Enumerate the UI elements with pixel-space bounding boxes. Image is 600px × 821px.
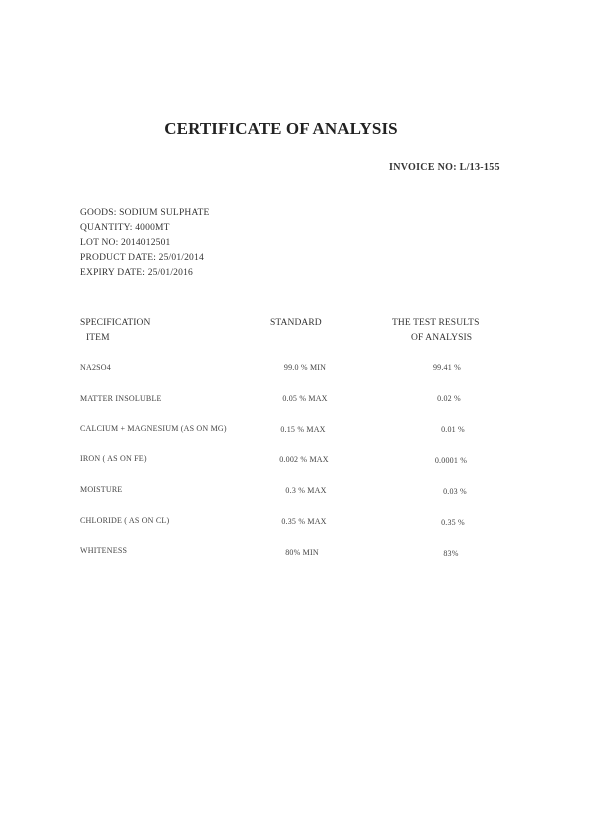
row-item: CHLORIDE ( AS ON CL) bbox=[80, 516, 170, 525]
invoice-number: INVOICE NO: L/13-155 bbox=[389, 162, 500, 173]
row-result: 99.41 % bbox=[432, 363, 462, 372]
row-standard: 99.0 % MIN bbox=[283, 363, 327, 372]
header-item: ITEM bbox=[86, 333, 110, 343]
goods-info bbox=[80, 206, 210, 281]
row-standard: 0.002 % MAX bbox=[279, 455, 329, 464]
header-test-results: THE TEST RESULTS bbox=[392, 318, 480, 328]
row-item: NA2SO4 bbox=[80, 363, 111, 372]
row-result: 0.03 % bbox=[443, 487, 467, 496]
row-result: 0.0001 % bbox=[434, 456, 468, 465]
header-standard: STANDARD bbox=[270, 318, 322, 328]
row-standard: 0.3 % MAX bbox=[285, 486, 327, 495]
document-title: CERTIFICATE OF ANALYSIS bbox=[164, 119, 398, 138]
expiry-date-line: EXPIRY DATE: 25/01/2016 bbox=[80, 268, 193, 278]
row-standard: 80% MIN bbox=[285, 548, 319, 557]
row-item: WHITENESS bbox=[80, 546, 128, 555]
row-item: MATTER INSOLUBLE bbox=[80, 394, 162, 403]
row-item: MOISTURE bbox=[80, 485, 123, 494]
row-result: 83% bbox=[443, 549, 459, 558]
row-standard: 0.05 % MAX bbox=[282, 394, 328, 403]
product-date-line: PRODUCT DATE: 25/01/2014 bbox=[80, 253, 204, 263]
row-standard: 0.35 % MAX bbox=[281, 517, 327, 526]
row-result: 0.35 % bbox=[441, 518, 465, 527]
header-of-analysis: OF ANALYSIS bbox=[411, 333, 473, 343]
row-item: CALCIUM + MAGNESIUM (AS ON MG) bbox=[80, 424, 227, 433]
lot-number-line: LOT NO: 2014012501 bbox=[80, 238, 171, 248]
row-standard: 0.15 % MAX bbox=[280, 425, 326, 434]
header-specification: SPECIFICATION bbox=[80, 318, 151, 328]
row-result: 0.01 % bbox=[441, 425, 465, 434]
row-result: 0.02 % bbox=[437, 394, 461, 403]
goods-line: GOODS: SODIUM SULPHATE bbox=[80, 208, 210, 218]
quantity-line: QUANTITY: 4000MT bbox=[80, 223, 170, 233]
row-item: IRON ( AS ON FE) bbox=[80, 454, 147, 463]
